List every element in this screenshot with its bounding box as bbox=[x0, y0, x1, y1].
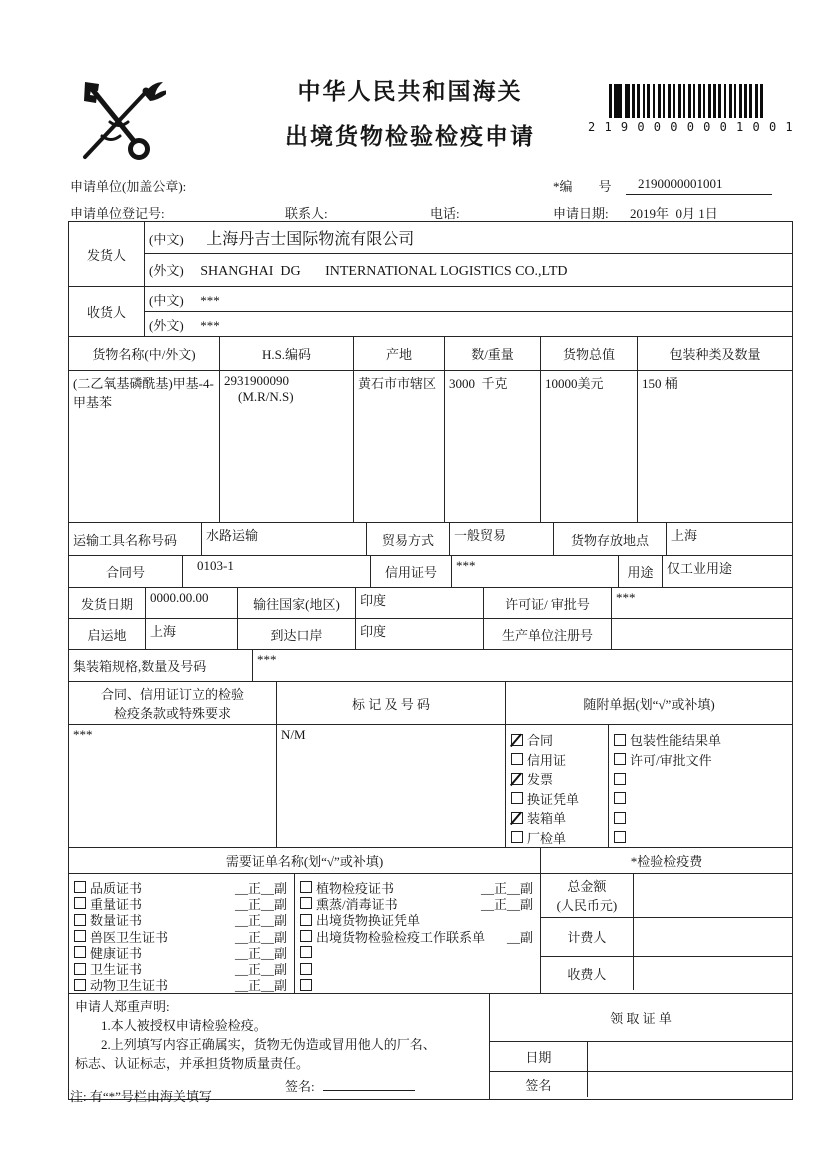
checkbox-item[interactable] bbox=[300, 944, 536, 960]
hs-code-value: 2931900090 bbox=[224, 373, 289, 388]
storage-place-label: 货物存放地点 bbox=[554, 523, 667, 556]
fees-collector-value-cell bbox=[633, 956, 792, 990]
checkbox-icon[interactable] bbox=[300, 963, 312, 975]
fees-calculator-value-cell bbox=[633, 917, 792, 956]
foreign-tag: (外文) bbox=[149, 317, 184, 333]
trade-mode-value: 一般贸易 bbox=[450, 523, 554, 556]
checked-checkbox-icon[interactable] bbox=[511, 773, 523, 785]
copies-suffix: __副 bbox=[506, 929, 533, 945]
conditions-header-cell bbox=[69, 682, 277, 725]
attached-docs-col1 bbox=[506, 725, 609, 847]
container-row bbox=[68, 649, 793, 682]
checkbox-item[interactable] bbox=[614, 808, 788, 828]
declaration-sign-label: 签名: bbox=[285, 1079, 315, 1095]
checkbox-label: 信用证 bbox=[527, 752, 567, 768]
checkbox-label: 发票 bbox=[527, 772, 554, 788]
serial-number-value: 2190000001001 bbox=[626, 176, 772, 195]
conditions-header-line2: 检疫条款或特殊要求 bbox=[113, 706, 231, 721]
contract-number-label: 合同号 bbox=[69, 556, 183, 588]
copies-suffix: __正__副 bbox=[234, 978, 287, 994]
checkbox-label: 兽医卫生证书 bbox=[90, 929, 169, 945]
checkbox-label: 动物卫生证书 bbox=[90, 978, 169, 994]
checkbox-icon[interactable] bbox=[614, 773, 626, 785]
transport-vehicle-value: 水路运输 bbox=[202, 523, 367, 556]
checkbox-item[interactable] bbox=[300, 928, 536, 944]
copies-suffix: __正__副 bbox=[234, 962, 287, 978]
contract-number-value: 0103-1 bbox=[183, 556, 371, 588]
license-number-label: 许可证/ 审批号 bbox=[484, 588, 612, 619]
consignor-label-cell: 发货人 bbox=[69, 222, 145, 287]
use-value: 仅工业用途 bbox=[663, 556, 793, 588]
pickup-table bbox=[490, 994, 792, 1097]
goods-header-quantity: 数/重量 bbox=[445, 337, 541, 371]
pickup-date-value bbox=[587, 1041, 792, 1071]
goods-name-cell: (二乙氧基磷酰基)甲基-4-甲基苯 bbox=[69, 371, 220, 523]
checkbox-item[interactable] bbox=[300, 879, 536, 895]
transport-row3 bbox=[68, 587, 793, 619]
trade-mode-label: 贸易方式 bbox=[367, 523, 450, 556]
checkbox-label: 健康证书 bbox=[90, 945, 143, 961]
checkbox-label: 数量证书 bbox=[90, 913, 143, 929]
consignee-en-value: *** bbox=[200, 317, 220, 333]
copies-suffix: __正__副 bbox=[234, 945, 287, 961]
application-date-value: 2019年 0月 1日 bbox=[630, 206, 718, 221]
checkbox-icon[interactable] bbox=[614, 734, 626, 746]
checkbox-label: 品质证书 bbox=[90, 880, 143, 896]
departure-place-label: 启运地 bbox=[69, 619, 146, 650]
pickup-cell bbox=[490, 994, 793, 1100]
barcode-bars bbox=[588, 84, 784, 118]
checkbox-item[interactable] bbox=[300, 960, 536, 976]
barcode-bar bbox=[760, 84, 763, 118]
checkbox-icon[interactable] bbox=[74, 979, 86, 991]
phone-label: 电话: bbox=[430, 206, 460, 221]
checkbox-icon[interactable] bbox=[300, 979, 312, 991]
checkbox-item[interactable] bbox=[300, 977, 536, 993]
consignee-label-cell: 收货人 bbox=[69, 287, 145, 337]
checkbox-item[interactable] bbox=[300, 895, 536, 911]
pickup-sign-label: 签名 bbox=[490, 1071, 587, 1097]
form-body bbox=[68, 222, 792, 1100]
checkbox-icon[interactable] bbox=[614, 753, 626, 765]
checkbox-icon[interactable] bbox=[300, 897, 312, 909]
certificates-col1 bbox=[69, 874, 295, 993]
consignor-cn-cell bbox=[145, 222, 793, 254]
checkbox-item[interactable] bbox=[74, 928, 290, 944]
checkbox-icon[interactable] bbox=[74, 963, 86, 975]
goods-total-value-cell: 10000美元 bbox=[541, 371, 638, 523]
transport-row4 bbox=[68, 618, 793, 650]
checkbox-item[interactable] bbox=[511, 808, 604, 828]
pickup-header: 领 取 证 单 bbox=[610, 1010, 672, 1026]
certificates-header-cell: 需要证单名称(划“√”或补填) bbox=[69, 848, 541, 874]
declaration-cell bbox=[69, 994, 490, 1100]
checkbox-item[interactable] bbox=[74, 895, 290, 911]
transport-row2 bbox=[68, 555, 793, 588]
checkbox-label: 许可/审批文件 bbox=[630, 752, 712, 768]
goods-header-name: 货物名称(中/外文) bbox=[69, 337, 220, 371]
checkbox-item[interactable] bbox=[74, 879, 290, 895]
fees-header-cell: *检验检疫费 bbox=[541, 848, 793, 874]
declaration-signature-line bbox=[323, 1076, 415, 1091]
goods-packing-cell: 150 桶 bbox=[638, 371, 793, 523]
copies-suffix: __正__副 bbox=[234, 929, 287, 945]
license-number-value: *** bbox=[612, 588, 793, 619]
checkbox-icon[interactable] bbox=[74, 946, 86, 958]
checkbox-item[interactable] bbox=[614, 789, 788, 809]
consignee-cn-cell bbox=[145, 287, 793, 312]
checkbox-label: 包装性能结果单 bbox=[630, 733, 722, 749]
checkbox-item[interactable] bbox=[511, 730, 604, 750]
certificates-col2 bbox=[295, 874, 540, 993]
checkbox-icon[interactable] bbox=[74, 914, 86, 926]
pickup-sign-value bbox=[587, 1071, 792, 1097]
goods-header-packing: 包装种类及数量 bbox=[638, 337, 793, 371]
consignee-cn-value: *** bbox=[200, 292, 220, 308]
parties-table bbox=[68, 221, 793, 337]
checkbox-icon[interactable] bbox=[511, 753, 523, 765]
customs-emblem-logo bbox=[72, 78, 166, 164]
lc-number-value: *** bbox=[452, 556, 619, 588]
container-spec-label: 集装箱规格,数量及号码 bbox=[69, 650, 253, 682]
checkbox-label: 卫生证书 bbox=[90, 962, 143, 978]
shipping-date-label: 发货日期 bbox=[69, 588, 146, 619]
goods-quantity-cell: 3000 千克 bbox=[445, 371, 541, 523]
producer-registration-label: 生产单位注册号 bbox=[484, 619, 612, 650]
checkbox-item[interactable] bbox=[614, 769, 788, 789]
checkbox-icon[interactable] bbox=[511, 792, 523, 804]
barcode-digits: 2 1 9 0 0 0 0 0 0 1 0 0 1 bbox=[588, 120, 794, 134]
checkbox-icon[interactable] bbox=[614, 831, 626, 843]
checkbox-item[interactable] bbox=[74, 944, 290, 960]
applicant-unit-label: 申请单位(加盖公章): bbox=[70, 179, 187, 194]
checked-checkbox-icon[interactable] bbox=[511, 812, 523, 824]
form-title-block bbox=[240, 80, 580, 148]
declaration-line1: 1.本人被授权申请检验检疫。 bbox=[101, 1018, 267, 1034]
checkbox-icon[interactable] bbox=[614, 792, 626, 804]
storage-place-value: 上海 bbox=[667, 523, 793, 556]
transport-row1 bbox=[68, 522, 793, 556]
hs-code-note: (M.R/N.S) bbox=[238, 389, 294, 404]
checkbox-item[interactable] bbox=[511, 769, 604, 789]
arrival-port-label: 到达口岸 bbox=[238, 619, 356, 650]
consignor-cn-value: 上海丹吉士国际物流有限公司 bbox=[206, 231, 415, 248]
marks-value-cell: N/M bbox=[277, 725, 506, 848]
checkbox-icon[interactable] bbox=[300, 914, 312, 926]
goods-row bbox=[69, 371, 793, 523]
goods-table bbox=[68, 336, 793, 523]
checkbox-label: 植物检疫证书 bbox=[316, 880, 395, 896]
departure-place-value: 上海 bbox=[146, 619, 238, 650]
fees-collector-label-cell: 收费人 bbox=[541, 956, 633, 990]
checkbox-item[interactable] bbox=[74, 977, 290, 993]
checkbox-label: 出境货物换证凭单 bbox=[316, 913, 421, 929]
checkbox-item[interactable] bbox=[614, 828, 788, 848]
goods-header-origin: 产地 bbox=[354, 337, 445, 371]
checkbox-item[interactable] bbox=[300, 912, 536, 928]
producer-registration-value bbox=[612, 619, 793, 650]
checkbox-icon[interactable] bbox=[614, 812, 626, 824]
declaration-line2: 2.上列填写内容正确属实，货物无伪造或冒用他人的厂名、 bbox=[101, 1037, 436, 1053]
destination-country-label: 输往国家(地区) bbox=[238, 588, 356, 619]
checkbox-item[interactable] bbox=[74, 960, 290, 976]
container-spec-value: *** bbox=[253, 650, 793, 682]
checkbox-item[interactable] bbox=[614, 750, 788, 770]
shipping-date-value: 0000.00.00 bbox=[146, 588, 238, 619]
attached-docs-cell bbox=[506, 725, 793, 848]
fees-total-label2: (人民币元) bbox=[556, 898, 618, 914]
fees-calculator-label-cell: 计费人 bbox=[541, 917, 633, 956]
conditions-header-line1: 合同、信用证订立的检验 bbox=[100, 687, 244, 702]
checkbox-item[interactable] bbox=[511, 750, 604, 770]
fees-total-value-cell bbox=[633, 874, 792, 917]
checked-checkbox-icon[interactable] bbox=[511, 734, 523, 746]
checkbox-label: 重量证书 bbox=[90, 896, 143, 912]
conditions-marks-docs-table bbox=[68, 681, 793, 848]
conditions-value-cell: *** bbox=[69, 725, 277, 848]
declaration-heading: 申请人郑重声明: bbox=[75, 999, 170, 1015]
checkbox-icon[interactable] bbox=[300, 946, 312, 958]
checkbox-icon[interactable] bbox=[300, 881, 312, 893]
chinese-tag: (中文) bbox=[149, 292, 184, 308]
attached-docs-header-cell: 随附单据(划“√”或补填) bbox=[506, 682, 793, 725]
goods-header-hs-code: H.S.编码 bbox=[220, 337, 354, 371]
use-label: 用途 bbox=[619, 556, 663, 588]
pickup-date-label: 日期 bbox=[490, 1041, 587, 1071]
consignor-en-value: SHANGHAI DG INTERNATIONAL LOGISTICS CO.,LTD bbox=[200, 264, 568, 279]
form-title-line1: 中华人民共和国海关 bbox=[297, 79, 523, 104]
destination-country-value: 印度 bbox=[356, 588, 484, 619]
fees-total-label-cell bbox=[541, 874, 633, 917]
checkbox-label: 合同 bbox=[527, 733, 554, 749]
checkbox-label: 厂检单 bbox=[527, 830, 567, 846]
consignee-en-cell bbox=[145, 312, 793, 337]
transport-vehicle-label: 运输工具名称号码 bbox=[69, 523, 202, 556]
serial-number-label: *编 号 bbox=[553, 179, 612, 194]
checkbox-item[interactable] bbox=[511, 789, 604, 809]
checkbox-label: 熏蒸/消毒证书 bbox=[316, 896, 398, 912]
checkbox-icon[interactable] bbox=[74, 897, 86, 909]
checkbox-label: 出境货物检验检疫工作联系单 bbox=[316, 929, 486, 945]
consignor-en-cell bbox=[145, 254, 793, 287]
checkbox-label: 换证凭单 bbox=[527, 791, 580, 807]
copies-suffix: __正__副 bbox=[480, 880, 533, 896]
certificates-fees-table bbox=[68, 847, 793, 994]
lc-number-label: 信用证号 bbox=[371, 556, 452, 588]
contact-person-label: 联系人: bbox=[285, 206, 328, 221]
arrival-port-value: 印度 bbox=[356, 619, 484, 650]
chinese-tag: (中文) bbox=[149, 232, 184, 247]
checkbox-item[interactable] bbox=[74, 912, 290, 928]
goods-header-total-value: 货物总值 bbox=[541, 337, 638, 371]
application-date-label: 申请日期: bbox=[553, 206, 609, 221]
goods-hs-cell bbox=[220, 371, 354, 523]
copies-suffix: __正__副 bbox=[234, 880, 287, 896]
fees-total-label1: 总金额 bbox=[567, 879, 607, 895]
certificates-cell bbox=[69, 874, 541, 994]
checkbox-icon[interactable] bbox=[511, 831, 523, 843]
checkbox-item[interactable] bbox=[614, 730, 788, 750]
checkbox-item[interactable] bbox=[511, 828, 604, 848]
copies-suffix: __正__副 bbox=[234, 913, 287, 929]
registration-number-label: 申请单位登记号: bbox=[70, 206, 165, 221]
checkbox-icon[interactable] bbox=[300, 930, 312, 942]
footnote: 注: 有“*”号栏由海关填写 bbox=[70, 1089, 212, 1104]
declaration-line3: 标志、认证标志，并承担货物质量责任。 bbox=[75, 1056, 310, 1072]
attached-docs-col2 bbox=[609, 725, 792, 847]
marks-header-cell: 标 记 及 号 码 bbox=[277, 682, 506, 725]
copies-suffix: __正__副 bbox=[234, 896, 287, 912]
goods-origin-cell: 黄石市市辖区 bbox=[354, 371, 445, 523]
foreign-tag: (外文) bbox=[149, 263, 184, 278]
fees-cell bbox=[541, 874, 793, 994]
declaration-pickup-table bbox=[68, 993, 793, 1100]
checkbox-label: 装箱单 bbox=[527, 811, 567, 827]
checkbox-icon[interactable] bbox=[74, 930, 86, 942]
form-title-line2: 出境货物检验检疫申请 bbox=[285, 124, 535, 149]
copies-suffix: __正__副 bbox=[480, 896, 533, 912]
fees-table bbox=[541, 874, 792, 990]
barcode bbox=[588, 84, 794, 134]
checkbox-icon[interactable] bbox=[74, 881, 86, 893]
